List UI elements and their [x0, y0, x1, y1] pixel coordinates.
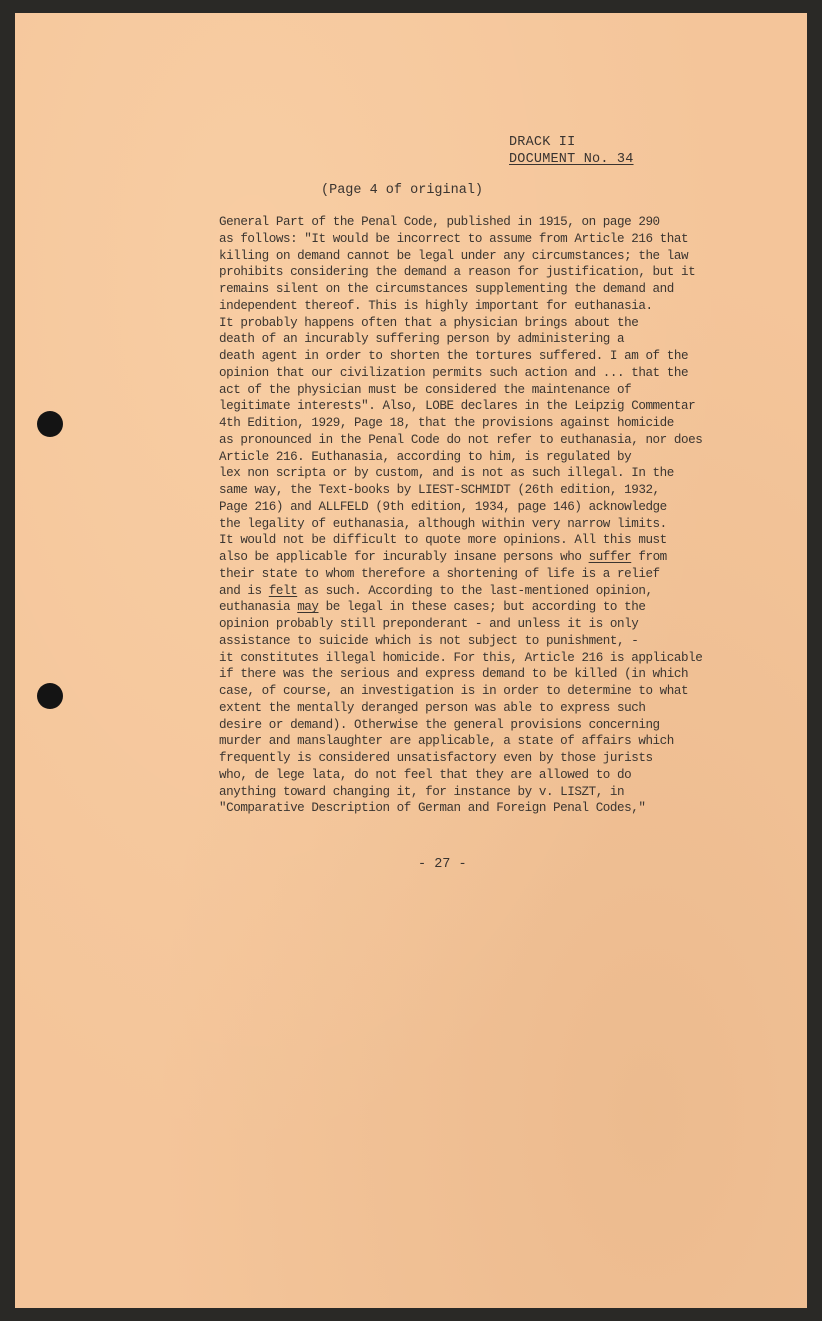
text-line: Article 216. Euthanasia, according to him, is regulated by	[219, 449, 632, 464]
text-line: frequently is considered unsatisfactory even by those jurists	[219, 751, 653, 765]
text-line: remains silent on the circumstances supplementing the demand and	[219, 282, 674, 296]
body-text	[219, 214, 779, 817]
page-reference: (Page 4 of original)	[321, 183, 484, 198]
text-line: prohibits considering the demand a reason for justification, but it	[219, 265, 696, 280]
text-line: independent thereof. This is highly important for euthanasia.	[219, 298, 653, 313]
punch-hole-bottom	[37, 683, 63, 709]
text-line: legitimate interests". Also, LOBE declares in the Leipzig Commentar	[219, 399, 696, 414]
text-line: and is felt as such. According to the last-mentioned opinion,	[219, 583, 653, 598]
text-line: lex non scripta or by custom, and is not as such illegal. In the	[219, 466, 674, 481]
text-line: assistance to suicide which is not subject to punishment, -	[219, 633, 639, 648]
case-label: DRACK II	[509, 135, 576, 150]
text-line: General Part of the Penal Code, published in 1915, on page 290	[219, 215, 660, 229]
text-line: the legality of euthanasia, although within very narrow limits.	[219, 516, 667, 531]
text-line: Page 216) and ALLFELD (9th edition, 1934, page 146) acknowledge	[219, 499, 667, 514]
punch-hole-top	[37, 411, 63, 437]
text-line: who, de lege lata, do not feel that they are allowed to do	[219, 767, 632, 782]
text-line: as pronounced in the Penal Code do not refer to euthanasia, nor does	[219, 432, 703, 447]
page-number: - 27 -	[418, 857, 467, 872]
text-line: as follows: "It would be incorrect to assume from Article 216 that	[219, 231, 689, 246]
text-line: euthanasia may be legal in these cases; but according to the	[219, 600, 646, 615]
text-line: killing on demand cannot be legal under any circumstances; the law	[219, 248, 689, 263]
text-line: extent the mentally deranged person was able to express such	[219, 700, 646, 715]
text-line: desire or demand). Otherwise the general provisions concerning	[219, 717, 660, 732]
text-line: It would not be difficult to quote more opinions. All this must	[219, 533, 667, 548]
document-number: DOCUMENT No. 34	[509, 152, 634, 167]
text-line: also be applicable for incurably insane persons who suffer from	[219, 550, 667, 564]
document-header	[509, 134, 634, 168]
text-line: their state to whom therefore a shortening of life is a relief	[219, 566, 660, 581]
text-line: 4th Edition, 1929, Page 18, that the provisions against homicide	[219, 416, 674, 430]
text-line: if there was the serious and express demand to be killed (in which	[219, 667, 689, 682]
text-line: murder and manslaughter are applicable, a state of affairs which	[219, 734, 674, 749]
text-line: opinion that our civilization permits such action and ... that the	[219, 365, 689, 380]
text-line: opinion probably still preponderant - and unless it is only	[219, 617, 639, 631]
text-line: anything toward changing it, for instance by v. LISZT, in	[219, 784, 625, 799]
text-line: it constitutes illegal homicide. For this, Article 216 is applicable	[219, 650, 703, 665]
text-line: death agent in order to shorten the tortures suffered. I am of the	[219, 349, 689, 363]
text-line: same way, the Text-books by LIEST-SCHMIDT (26th edition, 1932,	[219, 483, 660, 497]
text-line: It probably happens often that a physician brings about the	[219, 315, 639, 330]
text-line: case, of course, an investigation is in order to determine to what	[219, 684, 689, 698]
text-line: "Comparative Description of German and Foreign Penal Codes,"	[219, 801, 646, 816]
text-line: act of the physician must be considered the maintenance of	[219, 382, 632, 397]
text-line: death of an incurably suffering person by administering a	[219, 332, 625, 347]
